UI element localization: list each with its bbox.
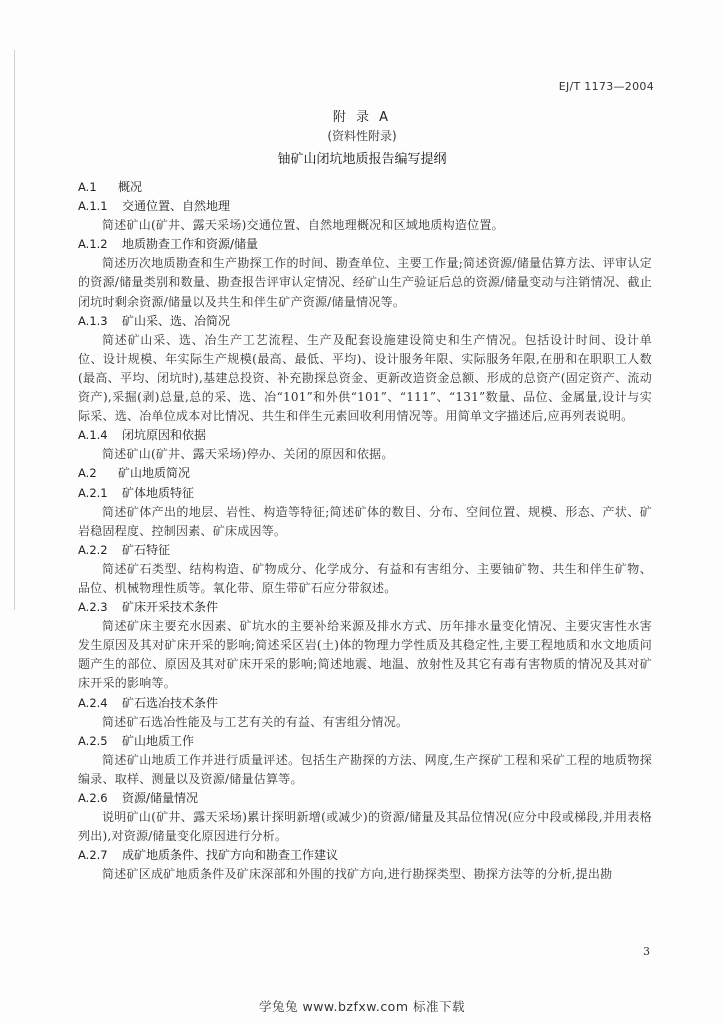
section-title: 交通位置、自然地理 xyxy=(122,199,231,214)
section-paragraph: 简述矿山采、选、冶生产工艺流程、生产及配套设施建设简史和生产情况。包括设计时间、设计单位、设计规模、年实际生产规模(最高、最低、平均)、设计服务年限、实际服务年限,在册和在职职工人数(最高、平均、闭坑时),基建总投资、补充勘探总资金、更新改造资金总额、形成的总资产(固定资产、流动资产),采掘(剥)总量,总的采、选、冶“101”和外供“101”、“111”、“131”数量、品位、金属量,设计与实际采、选、冶单位成本对比情况、共生和伴生元素回收利用情况等。用简单文字描述后,应再列表说明。 xyxy=(78,332,652,424)
section-paragraph: 简述矿体产出的地层、岩性、构造等特征;简述矿体的数目、分布、空间位置、规模、形态、产状、矿岩稳固程度、控制因素、矿床成因等。 xyxy=(78,504,652,538)
section-number: A.2.2 xyxy=(78,542,108,557)
section xyxy=(78,484,652,541)
annex-subtitle: (资料性附录) xyxy=(327,129,397,143)
section-paragraph: 简述历次地质勘查和生产勘探工作的时间、勘查单位、主要工作量;简述资源/储量估算方法、评审认定的资源/储量类别和数量、勘查报告评审认定情况、经矿山生产验证后总的资源/储量变动与注销情况、截止闭坑时剩余资源/储量以及共生和伴生矿产资源/储量情况等。 xyxy=(78,256,652,309)
subsection-heading xyxy=(78,694,652,713)
section-number: A.2.5 xyxy=(78,733,108,748)
section xyxy=(78,312,652,427)
section-number: A.1.1 xyxy=(78,199,108,214)
subsection-heading xyxy=(78,789,652,808)
section xyxy=(78,732,652,789)
section-number: A.2.1 xyxy=(78,485,108,500)
section xyxy=(78,598,652,693)
annex-main-title: 铀矿山闭坑地质报告编写提纲 xyxy=(277,152,447,167)
subsection-heading xyxy=(78,197,652,216)
section-paragraph: 简述矿床主要充水因素、矿坑水的主要补给来源及排水方式、历年排水量变化情况、主要灾害性水害发生原因及其对矿床开采的影响;简述采区岩(土)体的物理力学性质及其稳定性,主要工程地质和水文地质问题产生的部位、原因及其对矿床开采的影响;简述地震、地温、放射性及其它有毒有害物质的情况及其对矿床开采的影响等。 xyxy=(78,619,652,691)
subsection-heading xyxy=(78,598,652,617)
page-number: 3 xyxy=(643,945,650,958)
section-title: 矿山地质工作 xyxy=(122,733,195,748)
section-number: A.2.3 xyxy=(78,600,108,615)
section-title: 矿石特征 xyxy=(122,542,171,557)
section-title: 矿山地质简况 xyxy=(118,466,191,481)
subsection-heading xyxy=(78,846,652,865)
subsection-heading xyxy=(78,235,652,254)
annex-title: 附 录 A xyxy=(332,110,392,125)
section-number: A.2.4 xyxy=(78,695,108,710)
section xyxy=(78,789,652,846)
footer-watermark: 学兔兔 www.bzfxw.com 标准下载 xyxy=(259,999,465,1014)
subsection-heading xyxy=(78,312,652,331)
section-paragraph: 说明矿山(矿井、露天采场)累计探明新增(或减少)的资源/储量及其品位情况(应分中段或梯段,并用表格列出),对资源/储量变化原因进行分析。 xyxy=(78,810,652,844)
section-number: A.2.7 xyxy=(78,848,108,863)
section-number: A.2.6 xyxy=(78,791,108,805)
section-number: A.1 xyxy=(78,180,97,194)
section-title: 地质勘查工作和资源/储量 xyxy=(122,237,259,252)
standard-code: EJ/T 1173—2004 xyxy=(558,80,654,93)
section-title: 矿床开采技术条件 xyxy=(122,600,219,615)
section xyxy=(78,235,652,311)
section-heading xyxy=(78,464,652,483)
section xyxy=(78,197,652,235)
section-number: A.1.2 xyxy=(78,237,108,252)
section-title: 矿体地质特征 xyxy=(122,485,195,500)
section-title: 资源/储量情况 xyxy=(122,791,199,805)
section-paragraph: 简述矿石类型、结构构造、矿物成分、化学成分、有益和有害组分、主要铀矿物、共生和伴生矿物、品位、机械物理性质等。氧化带、原生带矿石应分带叙述。 xyxy=(78,561,652,595)
section xyxy=(78,426,652,464)
section-title: 概况 xyxy=(118,180,143,194)
section-heading xyxy=(78,178,652,197)
section-title: 矿山采、选、冶简况 xyxy=(122,313,231,328)
section-paragraph: 简述矿山(矿井、露天采场)交通位置、自然地理概况和区域地质构造位置。 xyxy=(102,218,504,233)
document-body xyxy=(78,178,652,884)
section xyxy=(78,694,652,732)
section-paragraph: 简述矿石选冶性能及与工艺有关的有益、有害组分情况。 xyxy=(102,714,409,729)
section-number: A.2 xyxy=(78,466,97,481)
subsection-heading xyxy=(78,541,652,560)
section xyxy=(78,464,652,483)
section-number: A.1.4 xyxy=(78,428,108,443)
section-number: A.1.3 xyxy=(78,313,108,328)
section xyxy=(78,178,652,197)
subsection-heading xyxy=(78,732,652,751)
section-title: 成矿地质条件、找矿方向和勘查工作建议 xyxy=(122,848,339,863)
section xyxy=(78,541,652,598)
section-paragraph: 简述矿山地质工作并进行质量评述。包括生产勘探的方法、网度,生产探矿工程和采矿工程的地质物探编录、取样、测量以及资源/储量估算等。 xyxy=(78,752,652,786)
subsection-heading xyxy=(78,484,652,503)
section-title: 矿石选冶技术条件 xyxy=(122,695,219,710)
section-paragraph: 简述矿区成矿地质条件及矿床深部和外围的找矿方向,进行勘探类型、勘探方法等的分析,提出勘 xyxy=(102,867,613,882)
section xyxy=(78,846,652,884)
section-title: 闭坑原因和依据 xyxy=(122,428,207,443)
subsection-heading xyxy=(78,426,652,445)
section-paragraph: 简述矿山(矿井、露天采场)停办、关闭的原因和依据。 xyxy=(102,447,394,462)
